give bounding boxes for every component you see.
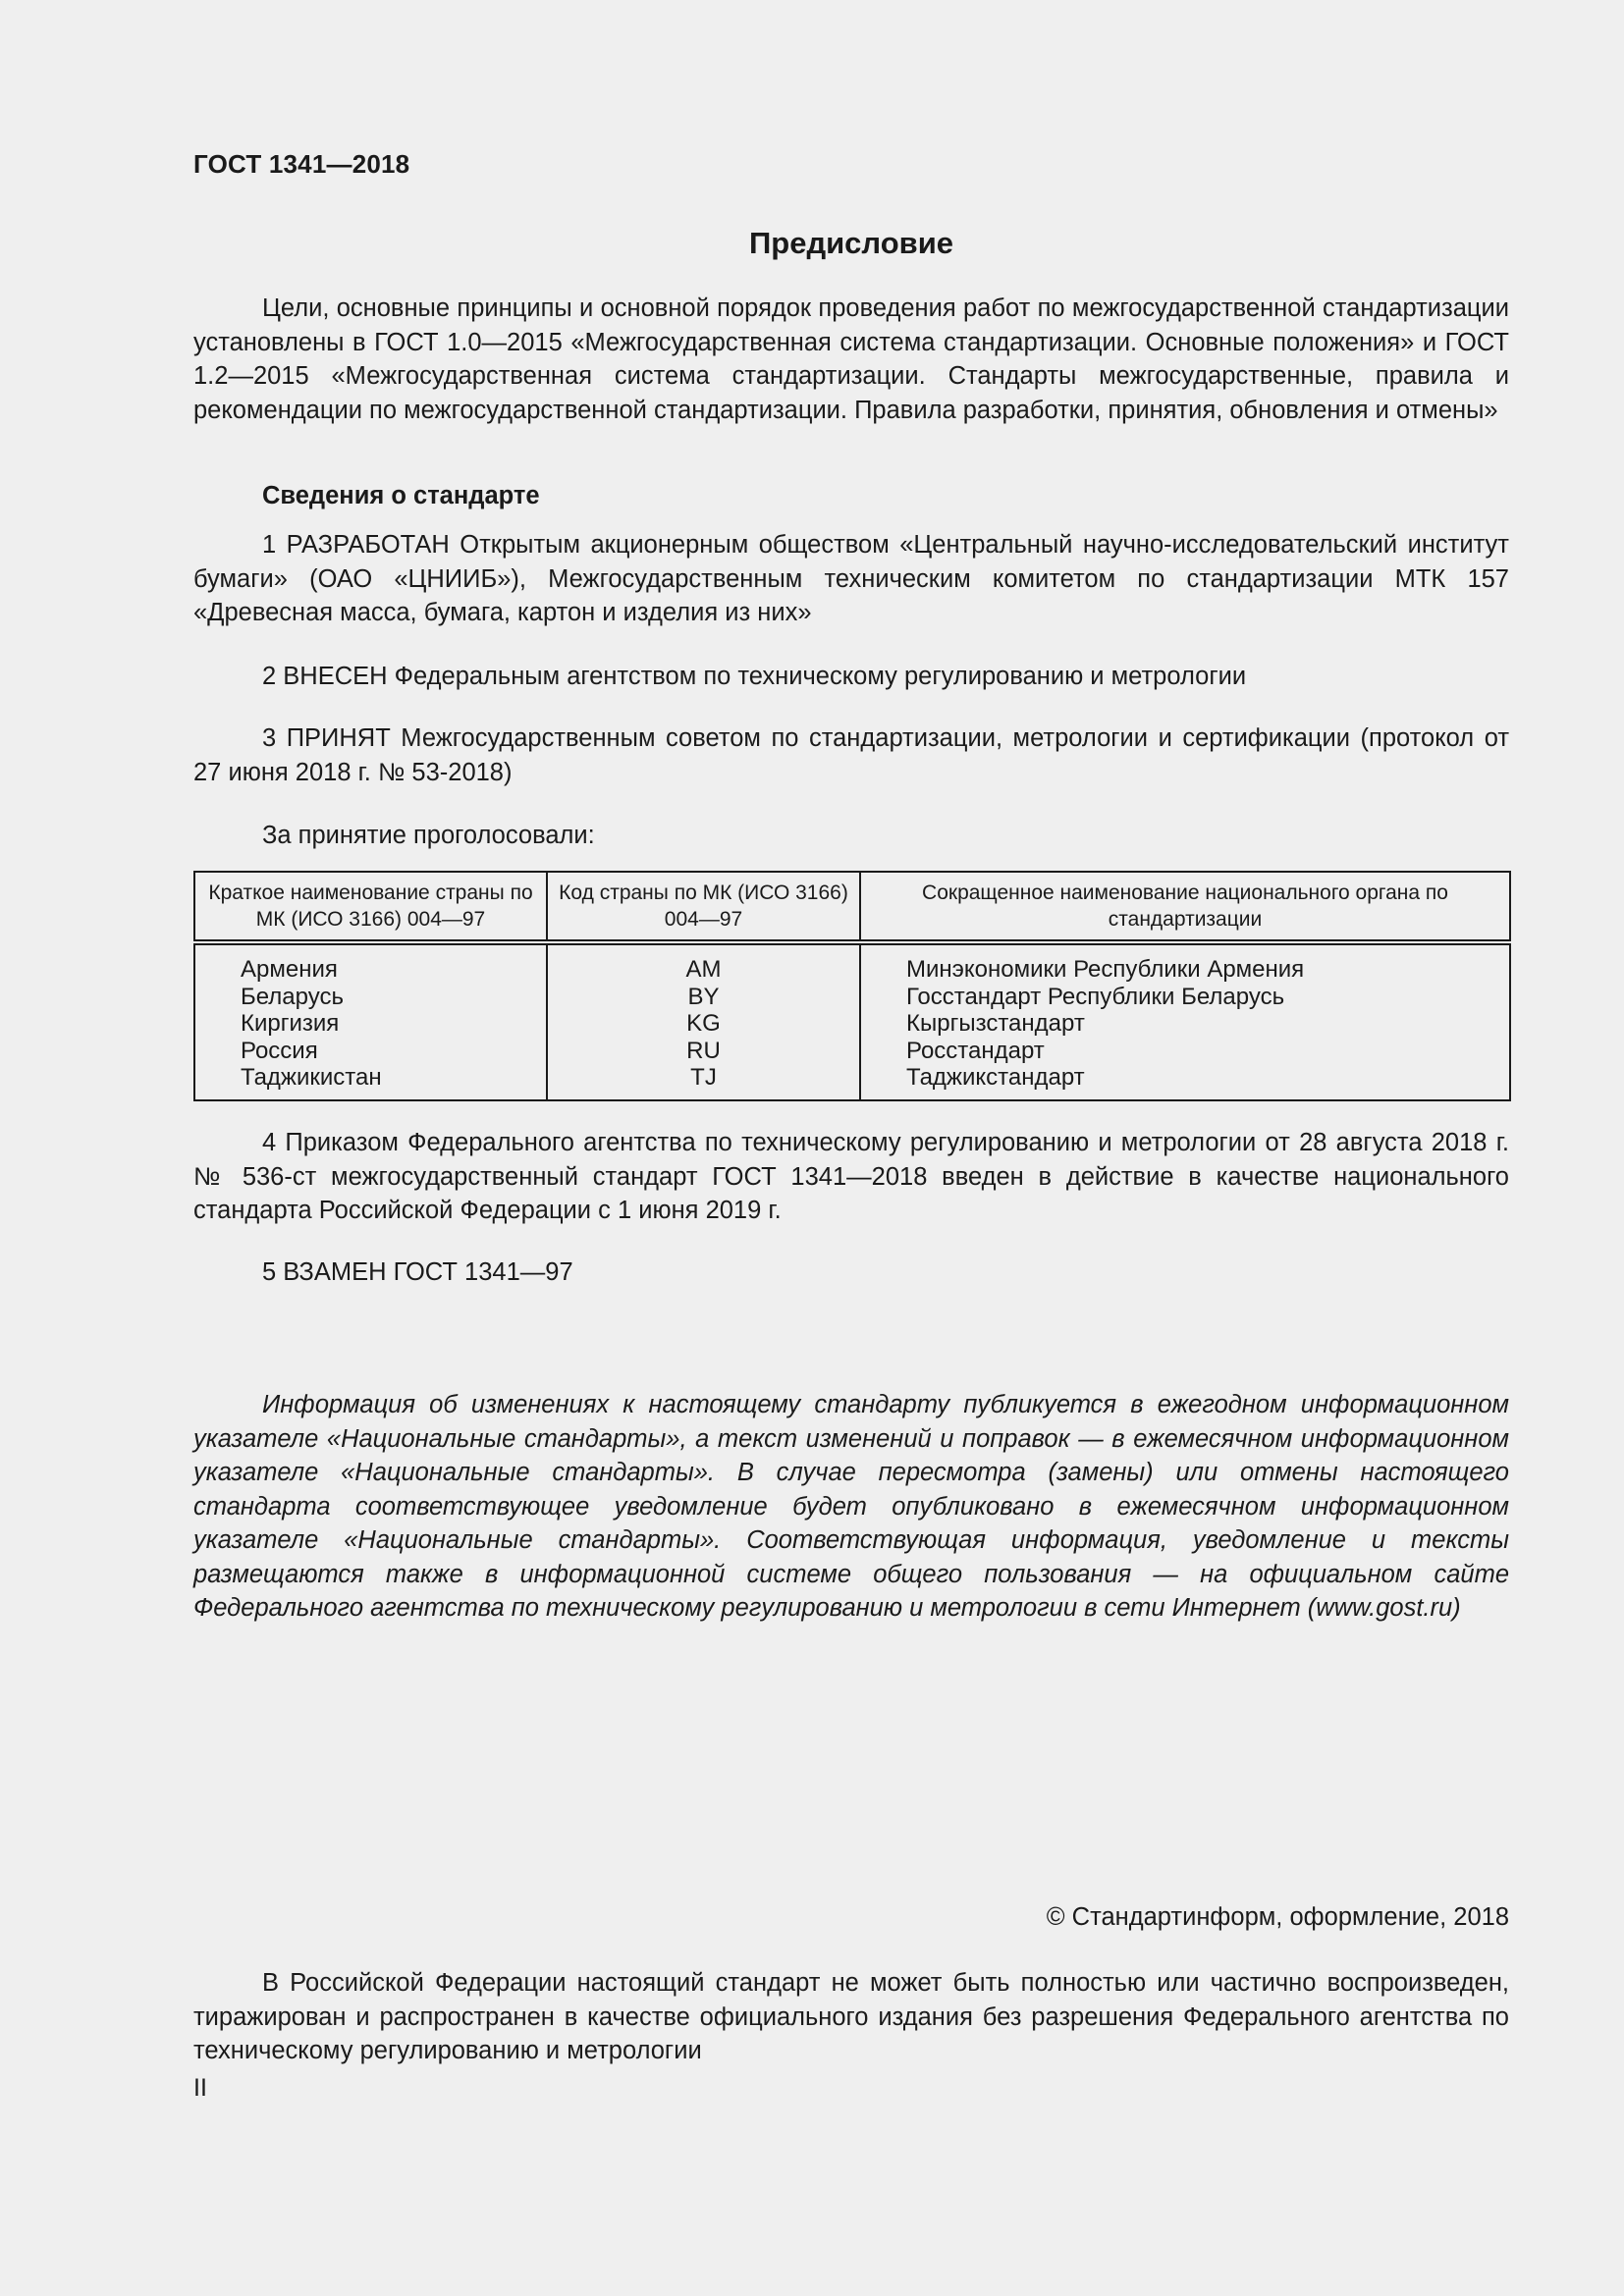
country-name: Беларусь bbox=[241, 983, 344, 1010]
voting-table bbox=[193, 871, 1511, 1101]
header-code: Код страны по МК (ИСО 3166) 004—97 bbox=[547, 872, 860, 942]
reproduction-notice: В Российской Федерации настоящий стандарт не может быть полностью или частично воспроизведен, тиражирован и распространен в качестве официального издания без разрешения Федерального агентства по техническому регулированию и метрологии bbox=[193, 1969, 1509, 2064]
country-code: AM bbox=[685, 956, 722, 983]
changes-info-paragraph: Информация об изменениях к настоящему стандарту публикуется в ежегодном информационном указателе «Национальные стандарты», а текст изменений и поправок — в ежемесячном информационном указателе «Национальные стандарты». В случае пересмотра (замены) или отмены настоящего стандарта соответствующее уведомление будет опубликовано в ежемесячном информационном указателе «Национальные стандарты». Соответствующая информация, уведомление и тексты размещаются также в информационной системе общего пользования — на официальном сайте Федерального агентства по техническому регулированию и метрологии в сети Интернет (www.gost.ru) bbox=[193, 1391, 1509, 1622]
country-name: Армения bbox=[241, 956, 338, 983]
page-title: Предисловие bbox=[748, 226, 953, 260]
info-heading: Сведения о стандарте bbox=[262, 482, 540, 509]
country-name: Киргизия bbox=[241, 1010, 340, 1037]
standards-body: Госстандарт Республики Беларусь bbox=[906, 983, 1285, 1010]
country-name: Россия bbox=[241, 1037, 318, 1064]
table-body bbox=[194, 942, 1510, 1100]
country-code: RU bbox=[686, 1037, 721, 1064]
standards-body: Минэкономики Республики Армения bbox=[906, 956, 1305, 983]
standards-body: Таджикстандарт bbox=[906, 1064, 1085, 1091]
item-4-paragraph: 4 Приказом Федерального агентства по техническому регулированию и метрологии от 28 августа 2018 г. № 536-ст межгосударственный стандарт ГОСТ 1341—2018 введен в действие в качестве национального стандарта Российской Федерации с 1 июня 2019 г. bbox=[193, 1129, 1509, 1224]
standards-body: Росстандарт bbox=[906, 1037, 1045, 1064]
document-code: ГОСТ 1341—2018 bbox=[193, 149, 410, 179]
country-code: TJ bbox=[690, 1064, 717, 1091]
intro-paragraph: Цели, основные принципы и основной порядок проведения работ по межгосударственной стандартизации установлены в ГОСТ 1.0—2015 «Межгосударственная система стандартизации. Основные положения» и ГОСТ 1.2—2015 «Межгосударственная система стандартизации. Стандарты межгосударственные, правила и рекомендации по межгосударственной стандартизации. Правила разработки, принятия, обновления и отмены» bbox=[193, 294, 1509, 424]
item-3-paragraph: 3 ПРИНЯТ Межгосударственным советом по стандартизации, метрологии и сертификации (протокол от 27 июня 2018 г. № 53-2018) bbox=[193, 724, 1509, 786]
vote-intro: За принятие проголосовали: bbox=[262, 822, 595, 849]
table-header-row bbox=[194, 872, 1510, 942]
copyright-notice: © Стандартинформ, оформление, 2018 bbox=[1046, 1903, 1509, 1931]
item-5-paragraph: 5 ВЗАМЕН ГОСТ 1341—97 bbox=[262, 1258, 573, 1286]
page-number: II bbox=[193, 2074, 207, 2102]
code-column bbox=[547, 942, 860, 1100]
country-column bbox=[194, 942, 547, 1100]
body-column bbox=[860, 942, 1510, 1100]
country-code: BY bbox=[687, 983, 720, 1010]
country-code: KG bbox=[686, 1010, 721, 1037]
header-country: Краткое наименование страны по МК (ИСО 3166) 004—97 bbox=[194, 872, 547, 942]
country-name: Таджикистан bbox=[241, 1064, 382, 1091]
header-body: Сокращенное наименование национального органа по стандартизации bbox=[860, 872, 1510, 942]
standards-body: Кыргызстандарт bbox=[906, 1010, 1085, 1037]
item-2-paragraph: 2 ВНЕСЕН Федеральным агентством по техническому регулированию и метрологии bbox=[262, 663, 1247, 690]
item-1-paragraph: 1 РАЗРАБОТАН Открытым акционерным обществом «Центральный научно-исследовательский институт бумаги» (ОАО «ЦНИИБ»), Межгосударственным техническим комитетом по стандартизации МТК 157 «Древесная масса, бумага, картон и изделия из них» bbox=[193, 531, 1509, 626]
